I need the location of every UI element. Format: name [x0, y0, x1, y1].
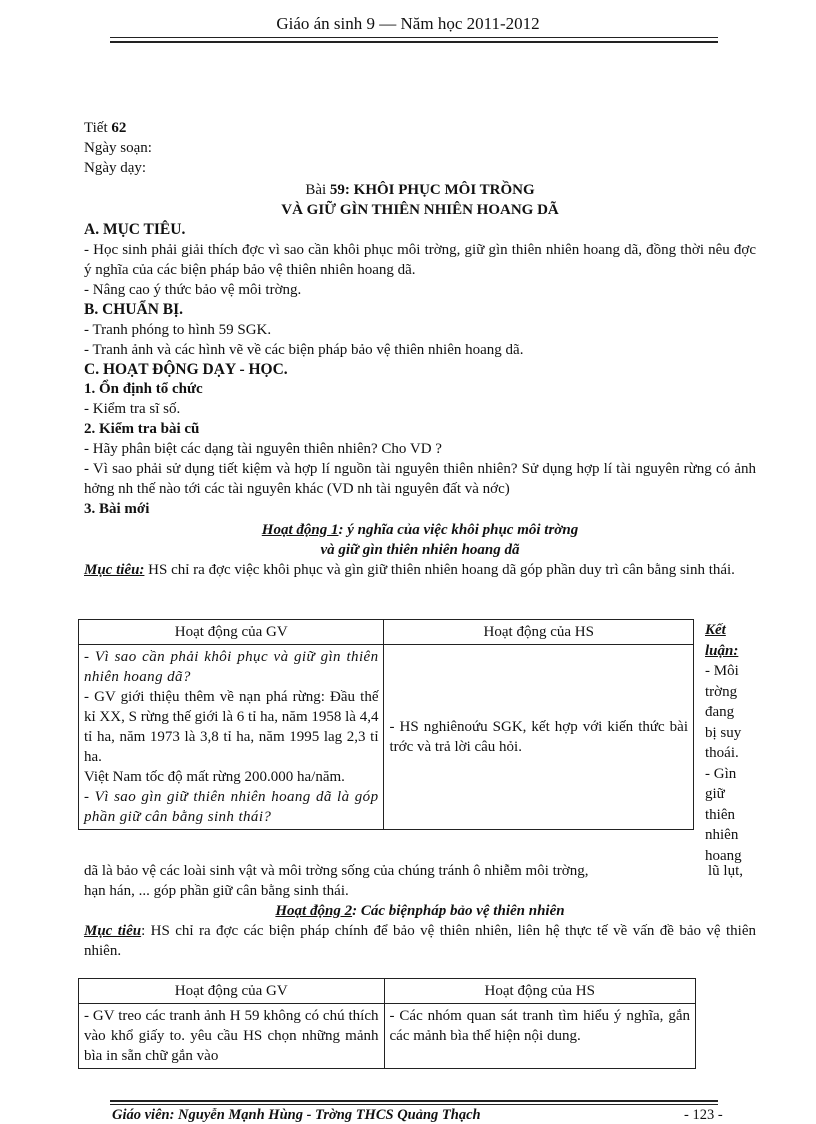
bai-number: 59	[329, 182, 345, 198]
footer-rule-thick	[110, 1100, 718, 1102]
activity2-col-hs: Hoạt động của HS	[384, 979, 696, 1004]
activity1-gv-cell	[79, 645, 384, 830]
activity1-muc-tieu	[84, 560, 756, 580]
bai-label: Bài	[305, 182, 330, 198]
activity1-cont-line1: dã là bảo vệ các loài sinh vật và môi trờng sống của chúng tránh ô nhiễm môi trờng,	[84, 863, 589, 879]
activity1-title-rest: : ý nghĩa của việc khôi phục môi trờng	[338, 522, 579, 538]
tiet-label: Tiết	[84, 120, 112, 136]
section-c-s2-p1: - Hãy phân biệt các dạng tài nguyên thiên nhiên? Cho VD ?	[84, 441, 442, 457]
activity2-muc-tieu-text: : HS chỉ ra đợc các biện pháp chính để bảo vệ thiên nhiên, liên hệ thực tế về vấn đề bảo vệ thiên nhiên.	[84, 923, 756, 959]
activity2-title-label: Hoạt động 2	[275, 903, 353, 919]
ket-luan-label: Kết luận:	[705, 622, 739, 659]
activity1-gv-q1: - Vì sao cần phải khôi phục và giữ gìn thiên nhiên hoang dã?	[84, 649, 379, 685]
ngay-soan: Ngày soạn:	[84, 140, 152, 156]
lesson-title-line2: VÀ GIỮ GÌN THIÊN NHIÊN HOANG DÃ	[281, 202, 559, 218]
tiet-line	[84, 118, 126, 138]
activity2-hs-cell: - Các nhóm quan sát tranh tìm hiểu ý nghĩa, gắn các mảnh bìa thể hiện nội dung.	[384, 1004, 696, 1069]
activity1-hs-cell	[384, 645, 694, 830]
activity1-table	[78, 619, 694, 830]
section-a-p1: - Học sinh phải giải thích đợc vì sao cần khôi phục môi trờng, giữ gìn thiên nhiên hoang dã, đồng thời nêu đợc ý nghĩa của các biện pháp bảo vệ thiên nhiên hoang dã.	[84, 242, 756, 278]
section-a-p2: - Nâng cao ý thức bảo vệ môi trờng.	[84, 282, 302, 298]
activity1-title-label: Hoạt động 1	[261, 522, 339, 538]
ket-luan-line: - Gìn	[705, 765, 737, 782]
activity2-title	[84, 901, 756, 921]
ngay-day: Ngày dạy:	[84, 160, 147, 176]
bai-title: : KHÔI PHỤC MÔI TRỒNG	[344, 182, 535, 198]
activity1-gv-p1: - GV giới thiệu thêm về nạn phá rừng: Đầu thế kỉ XX, S rừng thế giới là 6 tỉ ha, năm 1958 là 4,4 tỉ ha, năm 1973 là 3,8 tỉ ha, năm 1995 lag 2,3 tỉ ha.	[84, 689, 379, 765]
activity1-title	[84, 520, 756, 540]
section-c-s2: 2. Kiểm tra bài cũ	[84, 421, 200, 437]
footer-teacher: Giáo viên: Nguyễn Mạnh Hùng - Trờng THCS Quảng Thạch	[112, 1107, 481, 1123]
ket-luan-line: giữ	[705, 786, 725, 802]
activity1-col-hs: Hoạt động của HS	[384, 620, 694, 645]
header-rule-thin	[110, 37, 718, 38]
section-c-s3: 3. Bài mới	[84, 501, 150, 517]
activity2-gv-cell: - GV treo các tranh ảnh H 59 không có chú thích vào khổ giấy to. yêu cầu HS chọn những mảnh bìa in sẵn chữ gắn vào	[79, 1004, 385, 1069]
section-b-p1: - Tranh phóng to hình 59 SGK.	[84, 322, 272, 338]
activity2-muc-tieu	[84, 921, 756, 961]
section-c-heading: C. HOẠT ĐỘNG DẠY - HỌC.	[84, 361, 288, 378]
footer-page-number: - 123 -	[684, 1107, 723, 1123]
activity1-muc-tieu-label: Mục tiêu:	[84, 562, 145, 578]
section-b-heading: B. CHUẨN BỊ.	[84, 301, 184, 318]
activity1-muc-tieu-text: HS chỉ ra đợc việc khôi phục và gìn giữ thiên nhiên hoang dã góp phần duy trì cân bằng sinh thái.	[144, 562, 735, 578]
ket-luan-line: nhiên	[705, 827, 739, 843]
tiet-number: 62	[111, 120, 127, 136]
section-c-s1-p: - Kiểm tra sĩ số.	[84, 401, 181, 417]
page-header-title: Giáo án sinh 9 — Năm học 2011-2012	[276, 14, 540, 33]
activity1-col-gv: Hoạt động của GV	[79, 620, 384, 645]
activity2-muc-tieu-label: Mục tiêu	[84, 923, 142, 939]
ket-luan-line: thiên	[705, 806, 735, 823]
activity1-gv-q2: - Vì sao gìn giữ thiên nhiên hoang dã là góp phần giữ cân bằng sinh thái?	[84, 789, 379, 825]
activity2-col-gv: Hoạt động của GV	[79, 979, 385, 1004]
ket-luan-line: bị suy	[705, 724, 742, 741]
activity2-title-rest: : Các biệnpháp bảo vệ thiên nhiên	[352, 903, 565, 919]
lesson-title-line1	[84, 180, 756, 200]
footer-rule-thin	[110, 1104, 718, 1105]
activity1-hs-p1: - HS nghiênoứu SGK, kết hợp với kiến thức bài trớc và trả lời câu hỏi.	[389, 719, 688, 755]
ket-luan-line: trờng	[705, 683, 738, 700]
activity1-gv-p2: Việt Nam tốc độ mất rừng 200.000 ha/năm.	[84, 769, 345, 785]
section-c-s1: 1. Ổn định tổ chức	[84, 381, 203, 397]
activity2-table	[78, 978, 696, 1069]
activity1-cont-line2: hạn hán, ... góp phần giữ cân bằng sinh thái.	[84, 883, 349, 899]
ket-luan-line: - Môi	[705, 663, 739, 679]
section-c-s2-p2: - Vì sao phải sử dụng tiết kiệm và hợp lí nguồn tài nguyên thiên nhiên? Sử dụng hợp lí tài nguyên rừng có ảnh hởng nh thế nào tới các tài nguyên khác (VD nh tài nguyên đất và nớc)	[84, 461, 756, 497]
header-rule-thick	[110, 41, 718, 43]
ket-luan-line: đang	[705, 704, 735, 720]
activity1-title-line2: và giữ gìn thiên nhiên hoang dã	[320, 542, 520, 558]
ket-luan-side	[705, 620, 757, 866]
section-a-heading: A. MỤC TIÊU.	[84, 221, 186, 238]
section-b-p2: - Tranh ảnh và các hình vẽ về các biện pháp bảo vệ thiên nhiên hoang dã.	[84, 342, 524, 358]
ket-luan-line: thoái.	[705, 745, 739, 761]
activity1-cont-line1-end: lũ lụt,	[708, 863, 744, 879]
ket-luan-line: hoang	[705, 847, 742, 864]
